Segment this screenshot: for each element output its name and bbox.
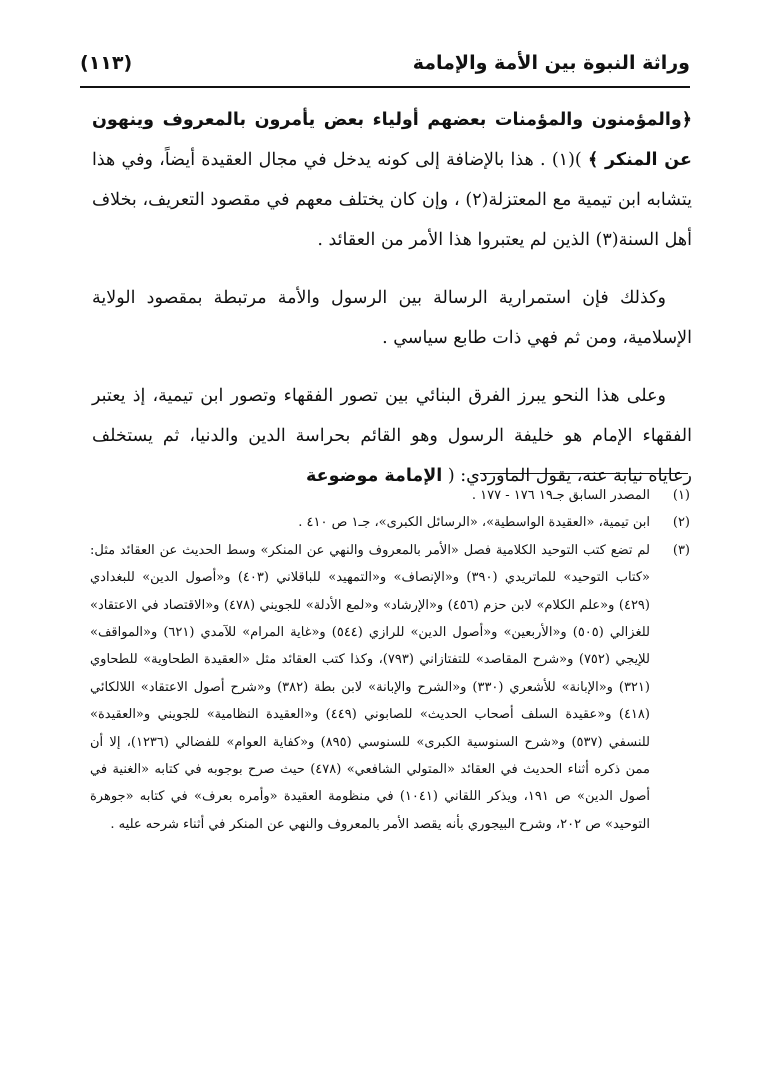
- footnotes: [90, 482, 690, 838]
- footnote-number: (١): [672, 488, 690, 503]
- footnote-text: لم تضع كتب التوحيد الكلامية فصل «الأمر بالمعروف والنهي عن المنكر» وسط الحديث عن العقائد مثل: «كتاب التوحيد» للماتريدي (٣٩٠) و«الإنصاف» و«التمهيد» للباقلاني (٤٠٣) و«أصول الدين» للبغدادي (٤٢٩) و«علم الكلام» لابن حزم (٤٥٦) و«الإرشاد» و«لمع الأدلة» للجويني (٤٧٨) و«الاقتصاد في الاعتقاد» للغزالي (٥٠٥) و«الأربعين» و«أصول الدين» للرازي (٥٤٤) و«غاية المرام» للآمدي (٦٢١) و«المواقف» للإيجي (٧٥٢) و«شرح المقاصد» للتفتازاني (٧٩٣)، وكذا كتب العقائد مثل «العقيدة الطحاوية» للطحاوي (٣٢١) و«الإبانة» للأشعري (٣٣٠) و«الشرح والإبانة» لابن بطة (٣٨٢) و«شرح أصول الاعتقاد» اللالكائي (٤١٨) و«عقيدة السلف أصحاب الحديث» للصابوني (٤٤٩) و«العقيدة النظامية» للجويني و«العقيدة» للنسفي (٥٣٧) و«شرح السنوسية الكبرى» للسنوسي (٨٩٥) و«كفاية العوام» للفضالي (١٢٣٦)، إلا أن ممن ذكره أثناء الحديث في العقائد «المتولي الشافعي» (٤٧٨) حيث صرح بوجوبه في كتابه «الغنية في أصول الدين» ص ١٩١، ويذكر اللقاني (١٠٤١) في منظومة العقيدة «وأمره بعرف» في كتابه «جوهرة التوحيد» ص ٢٠٢، وشرح البيجوري بأنه يقصد الأمر بالمعروف والنهي عن المنكر في أثناء شرحه عليه .: [90, 542, 651, 832]
- footnote-separator: [480, 473, 688, 474]
- page-number: (١١٣): [80, 52, 133, 74]
- footnote-text: المصدر السابق جـ١٩ ١٧٦ - ١٧٧ .: [471, 488, 650, 503]
- paragraph-1-text: )(١) . هذا بالإضافة إلى كونه يدخل في مجال العقيدة أيضاً، وفي هذا يتشابه ابن تيمية مع المعتزلة(٢) ، وإن كان يختلف معهم في مقصود التعريف، بخلاف أهل السنة(٣) الذين لم يعتبروا هذا الأمر من العقائد .: [92, 150, 692, 250]
- paragraph-2: وكذلك فإن استمرارية الرسالة بين الرسول والأمة مرتبطة بمقصود الولاية الإسلامية، ومن ثم فهي ذات طابع سياسي .: [92, 288, 692, 348]
- footnote-3: [90, 537, 690, 838]
- footnote-number: (٢): [672, 515, 690, 531]
- paragraph-1: [92, 100, 692, 260]
- quran-quote: ﴿والمؤمنون والمؤمنات بعضهم أولياء بعض يأمرون بالمعروف وينهون عن المنكر ﴾: [92, 110, 692, 170]
- footnote-text: ابن تيمية، «العقيدة الواسطية»، «الرسائل الكبرى»، جـ١ ص ٤١٠ .: [298, 515, 650, 531]
- footnote-2: [90, 509, 690, 536]
- footnote-1: [90, 482, 690, 509]
- paragraph-3: [92, 376, 692, 496]
- main-text: [92, 100, 692, 514]
- paragraph-3-bold: الإمامة موضوعة: [306, 466, 443, 486]
- page-header: [80, 40, 690, 88]
- paragraph-3-text: وعلى هذا النحو يبرز الفرق البنائي بين تصور الفقهاء وتصور ابن تيمية، إذ يعتبر الفقهاء الإمام هو خليفة الرسول وهو القائم بحراسة الدين والدنيا، ثم يستخلف رعاياه نيابة عنه، يقول الماوردي: (: [92, 386, 692, 486]
- footnote-number: (٣): [672, 542, 690, 558]
- running-title: وراثة النبوة بين الأمة والإمامة: [412, 52, 690, 74]
